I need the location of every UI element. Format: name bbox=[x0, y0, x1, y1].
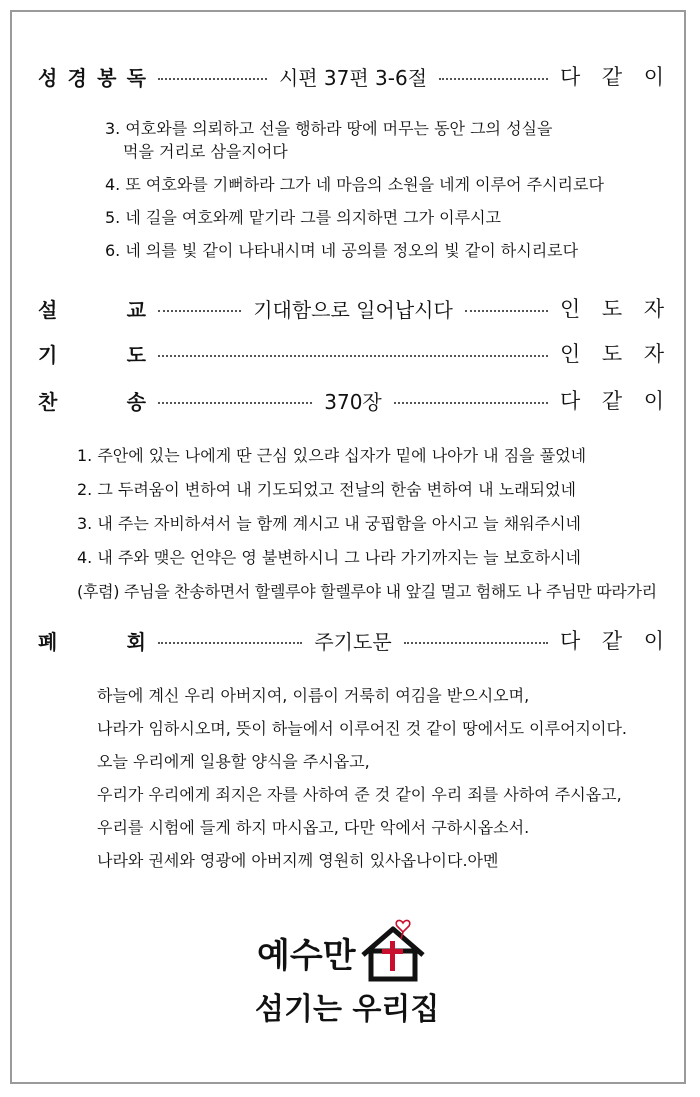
lords-prayer-line-3: 오늘 우리에게 일용할 양식을 주시옵고, bbox=[97, 752, 370, 771]
who-char: 다 bbox=[560, 629, 581, 653]
closing-label-char: 폐 bbox=[38, 629, 58, 654]
who-char: 도 bbox=[601, 297, 623, 321]
logo-line-2: 섬기는 우리집 bbox=[255, 992, 440, 1027]
verse-4: 4. 또 여호와를 기뻐하라 그가 네 마음의 소원을 네게 이루어 주시리로다 bbox=[105, 175, 604, 194]
hymn-label-char: 찬 bbox=[38, 389, 58, 414]
prayer-label-char: 도 bbox=[126, 342, 146, 367]
who-char: 도 bbox=[601, 342, 623, 366]
lords-prayer-line-5: 우리를 시험에 들게 하지 마시옵고, 다만 악에서 구하시옵소서. bbox=[97, 818, 530, 837]
sermon-label-char: 설 bbox=[38, 297, 58, 322]
dot-leader bbox=[439, 78, 548, 80]
who-char: 이 bbox=[643, 389, 664, 413]
reading-label-char: 경 bbox=[67, 65, 87, 90]
hymn-refrain: (후렴) 주님을 찬송하면서 할렐루야 할렐루야 내 앞길 멀고 험해도 나 주님만 따라가리 bbox=[77, 582, 657, 601]
prayer-who bbox=[560, 338, 664, 368]
reading-who bbox=[560, 61, 664, 91]
who-char: 같 bbox=[601, 65, 623, 89]
sermon-label bbox=[38, 294, 146, 323]
prayer-label-char: 기 bbox=[38, 342, 58, 367]
reading-label-char: 봉 bbox=[97, 65, 117, 90]
lords-prayer-line-6: 나라와 권세와 영광에 아버지께 영원히 있사옵나이다.아멘 bbox=[97, 851, 499, 870]
prayer-row bbox=[38, 337, 664, 369]
reading-label bbox=[38, 62, 146, 91]
cross-icon bbox=[390, 941, 395, 971]
who-char: 이 bbox=[643, 65, 664, 89]
who-char: 자 bbox=[643, 342, 664, 366]
hymn-line-2: 2. 그 두려움이 변하여 내 기도되었고 전날의 한숨 변하여 내 노래되었네 bbox=[77, 480, 576, 499]
sermon-label-char: 교 bbox=[126, 297, 146, 322]
reading-label-char: 독 bbox=[126, 65, 146, 90]
dot-leader bbox=[158, 642, 302, 644]
verse-3: 3. 여호와를 의뢰하고 선을 행하라 땅에 머무는 동안 그의 성실을 bbox=[105, 119, 553, 138]
lords-prayer-line-2: 나라가 임하시오며, 뜻이 하늘에서 이루어진 것 같이 땅에서도 이루어지이다. bbox=[97, 719, 627, 738]
who-char: 인 bbox=[560, 297, 581, 321]
hymn-label bbox=[38, 386, 146, 415]
reading-label-char: 성 bbox=[38, 65, 58, 90]
hymn-label-char: 송 bbox=[126, 389, 146, 414]
closing-who bbox=[560, 625, 664, 655]
hymn-line-1: 1. 주안에 있는 나에게 딴 근심 있으랴 십자가 밑에 나아가 내 짐을 풀었네 bbox=[77, 446, 587, 465]
hymn-line-4: 4. 내 주와 맺은 언약은 영 불변하시니 그 나라 가기까지는 늘 보호하시네 bbox=[77, 548, 581, 567]
who-char: 이 bbox=[643, 629, 664, 653]
lords-prayer-line-1: 하늘에 계신 우리 아버지여, 이름이 거룩히 여김을 받으시오며, bbox=[97, 686, 530, 705]
who-char: 자 bbox=[643, 297, 664, 321]
house-icon bbox=[363, 920, 423, 979]
who-char: 같 bbox=[601, 389, 623, 413]
dot-leader bbox=[158, 78, 267, 80]
dot-leader bbox=[158, 402, 312, 404]
lords-prayer-line-4: 우리가 우리에게 죄지은 자를 사하여 준 것 같이 우리 죄를 사하여 주시옵고, bbox=[97, 785, 622, 804]
sermon-title: 기대함으로 일어납시다 bbox=[253, 297, 453, 322]
sermon-row bbox=[38, 292, 664, 324]
hymn-row bbox=[38, 384, 664, 416]
dot-leader bbox=[465, 310, 548, 312]
reading-title: 시편 37편 3-6절 bbox=[278, 65, 428, 90]
dot-leader bbox=[158, 355, 548, 357]
verse-6: 6. 네 의를 빛 같이 나타내시며 네 공의를 정오의 빛 같이 하시리로다 bbox=[105, 241, 579, 260]
who-char: 다 bbox=[560, 389, 581, 413]
hymn-title: 370장 bbox=[324, 389, 382, 414]
sermon-who bbox=[560, 293, 664, 323]
dot-leader bbox=[158, 310, 241, 312]
closing-label bbox=[38, 626, 146, 655]
closing-row bbox=[38, 624, 664, 656]
logo-line-1: 예수만 bbox=[257, 936, 356, 976]
reading-row bbox=[38, 60, 664, 92]
closing-label-char: 회 bbox=[126, 629, 146, 654]
who-char: 같 bbox=[601, 629, 623, 653]
who-char: 다 bbox=[560, 65, 581, 89]
church-logo bbox=[255, 915, 455, 1045]
who-char: 인 bbox=[560, 342, 581, 366]
hymn-line-3: 3. 내 주는 자비하셔서 늘 함께 계시고 내 궁핍함을 아시고 늘 채워주시네 bbox=[77, 514, 581, 533]
hymn-who bbox=[560, 385, 664, 415]
verse-3-cont: 먹을 거리로 삼을지어다 bbox=[123, 142, 288, 161]
dot-leader bbox=[404, 642, 548, 644]
prayer-label bbox=[38, 339, 146, 368]
verse-5: 5. 네 길을 여호와께 맡기라 그를 의지하면 그가 이루시고 bbox=[105, 208, 501, 227]
closing-title: 주기도문 bbox=[314, 629, 392, 654]
dot-leader bbox=[394, 402, 548, 404]
